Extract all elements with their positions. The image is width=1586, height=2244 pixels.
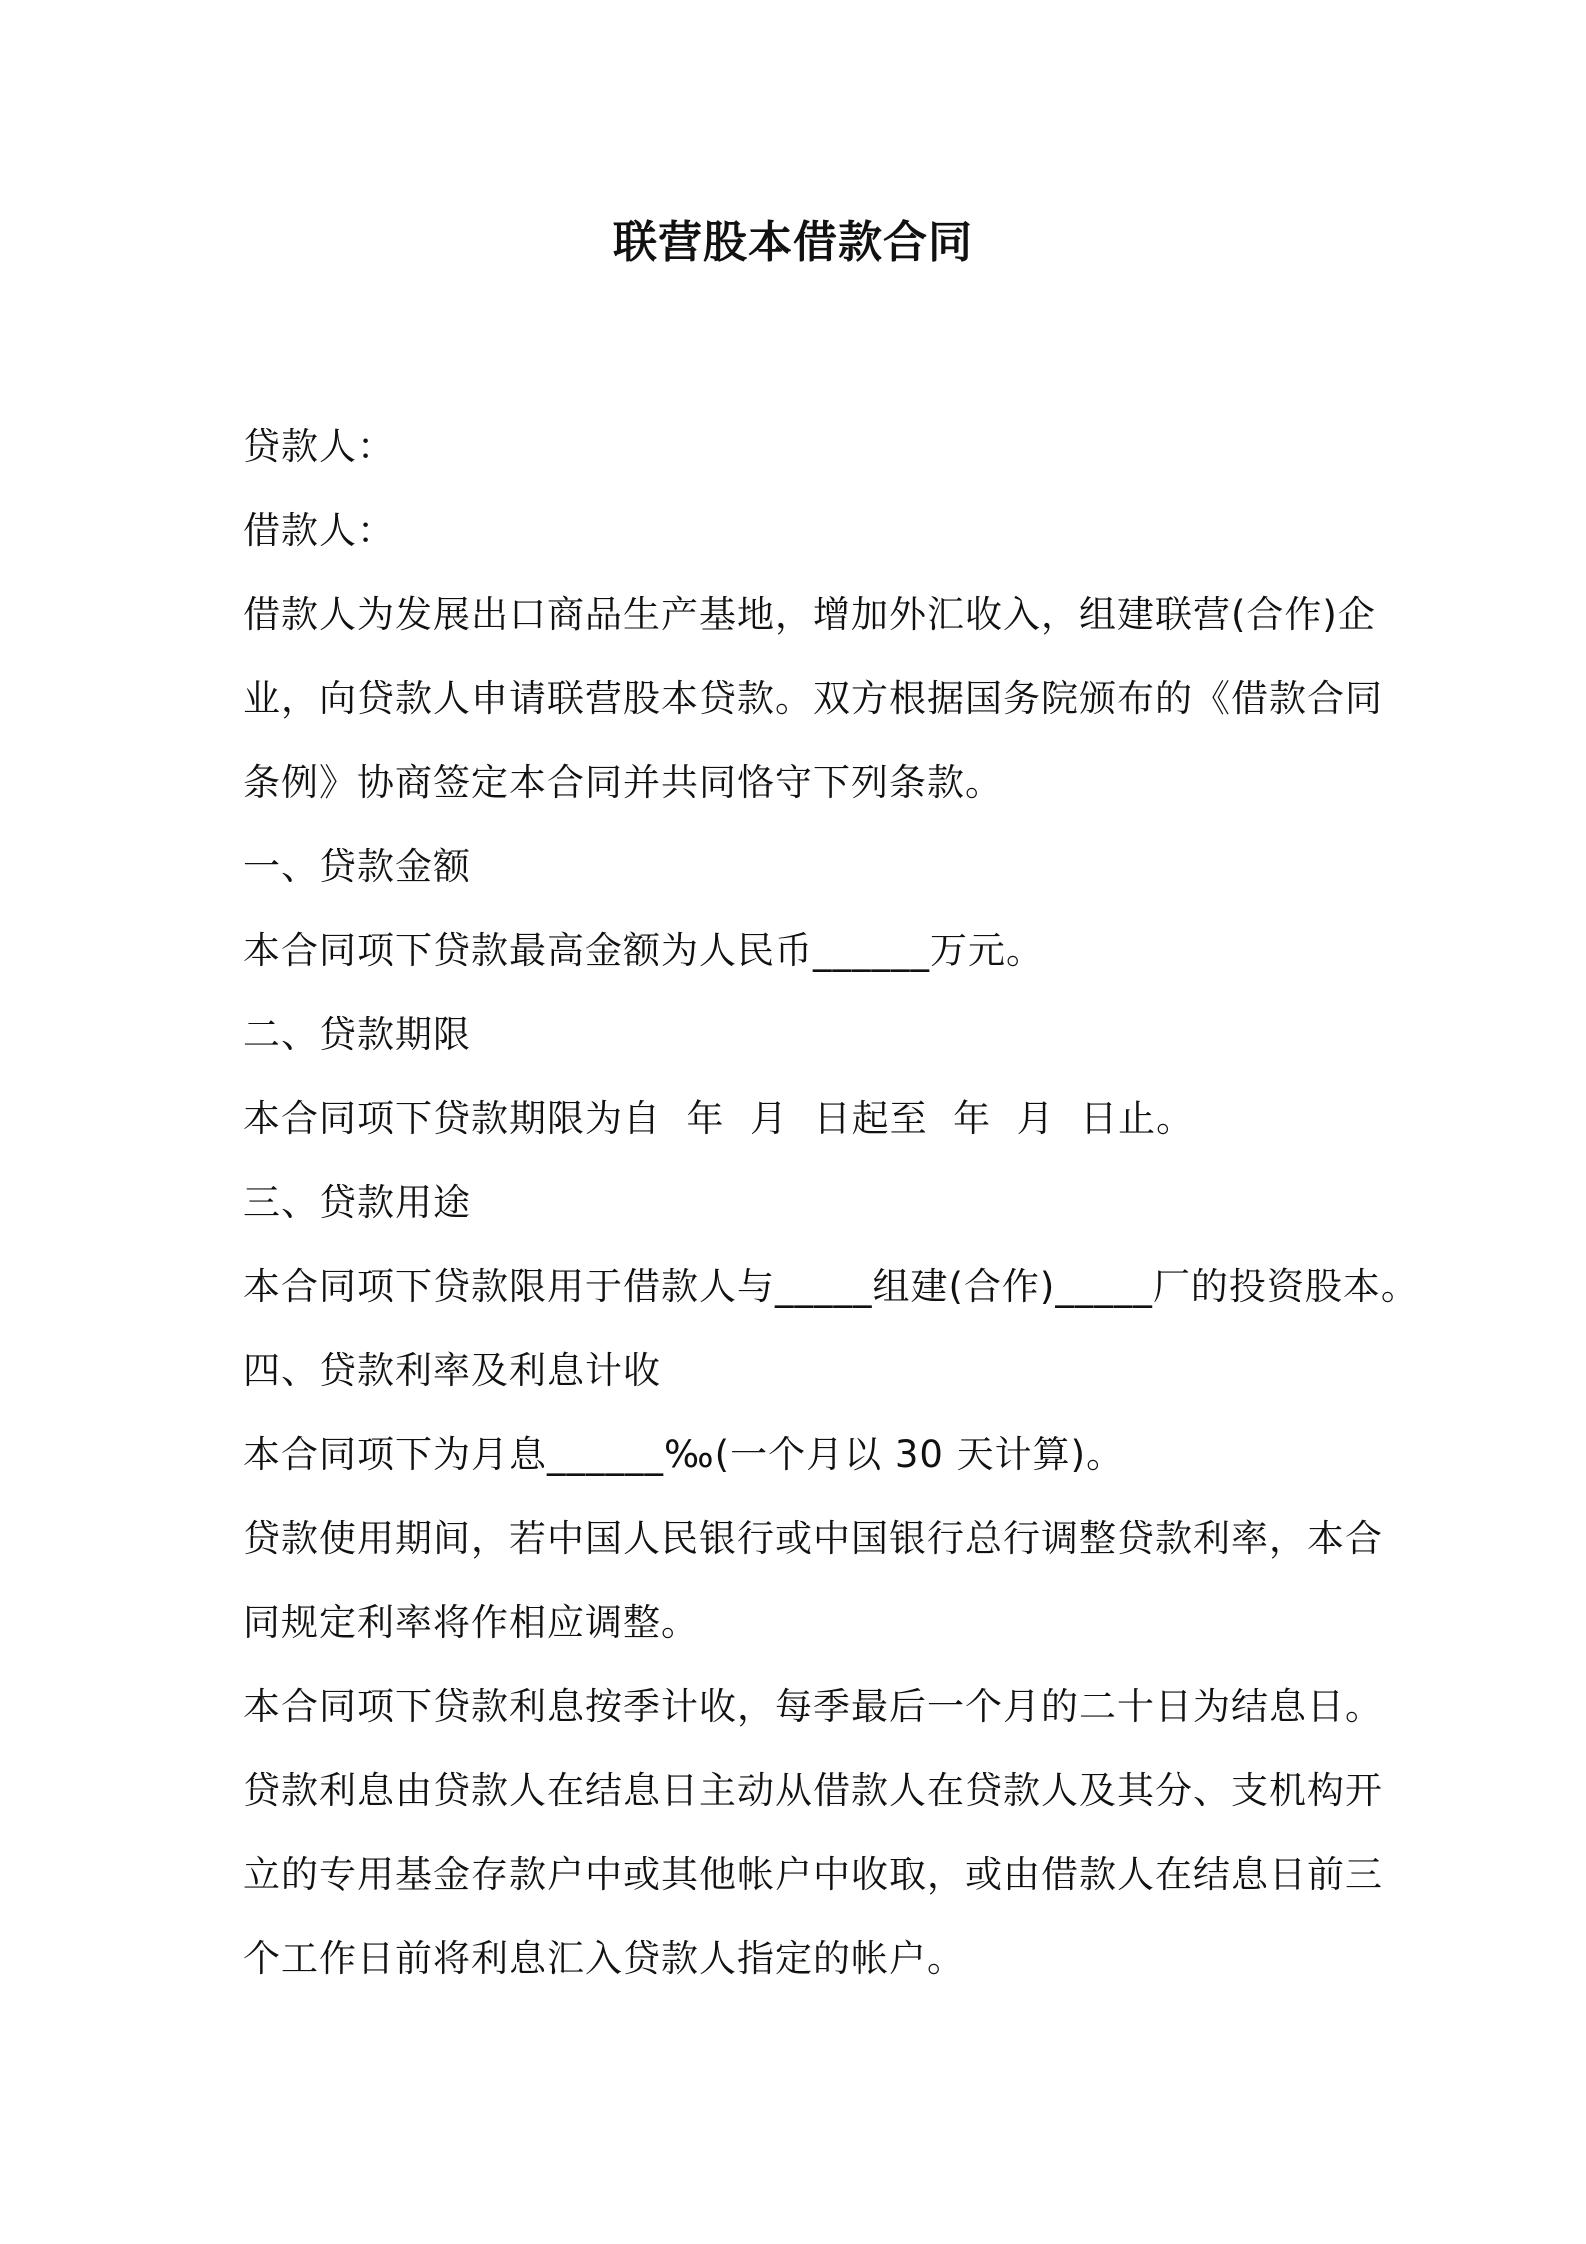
rate-adjust-line-2: 同规定利率将作相应调整。 — [243, 1601, 699, 1644]
document-body — [243, 405, 1419, 2001]
lender-line: 贷款人： — [243, 425, 395, 468]
interest-settlement-line: 本合同项下贷款利息按季计收，每季最后一个月的二十日为结息日。 — [243, 1685, 1383, 1728]
borrower-line: 借款人： — [243, 509, 395, 552]
section-heading-purpose: 三、贷款用途 — [243, 1181, 471, 1224]
interest-collection-line-2: 立的专用基金存款户中或其他帐户中收取，或由借款人在结息日前三 — [243, 1853, 1383, 1896]
section-heading-amount: 一、贷款金额 — [243, 845, 471, 888]
document-title: 联营股本借款合同 — [613, 217, 973, 268]
amount-clause: 本合同项下贷款最高金额为人民币______万元。 — [243, 929, 1044, 972]
section-heading-interest: 四、贷款利率及利息计收 — [243, 1349, 661, 1392]
interest-collection-line-3: 个工作日前将利息汇入贷款人指定的帐户。 — [243, 1937, 965, 1980]
section-heading-term: 二、贷款期限 — [243, 1013, 471, 1056]
purpose-clause: 本合同项下贷款限用于借款人与_____组建(合作)_____厂的投资股本。 — [243, 1265, 1419, 1308]
interest-collection-line-1: 贷款利息由贷款人在结息日主动从借款人在贷款人及其分、支机构开 — [243, 1769, 1383, 1812]
term-clause: 本合同项下贷款期限为自 年 月 日起至 年 月 日止。 — [243, 1097, 1195, 1140]
rate-adjust-line-1: 贷款使用期间，若中国人民银行或中国银行总行调整贷款利率，本合 — [243, 1517, 1383, 1560]
preamble-line-2: 业，向贷款人申请联营股本贷款。双方根据国务院颁布的《借款合同 — [243, 677, 1383, 720]
preamble-line-1: 借款人为发展出口商品生产基地，增加外汇收入，组建联营(合作)企 — [243, 593, 1376, 636]
preamble-line-3: 条例》协商签定本合同并共同恪守下列条款。 — [243, 761, 1003, 804]
interest-rate-clause: 本合同项下为月息______‰(一个月以 30 天计算)。 — [243, 1433, 1125, 1476]
